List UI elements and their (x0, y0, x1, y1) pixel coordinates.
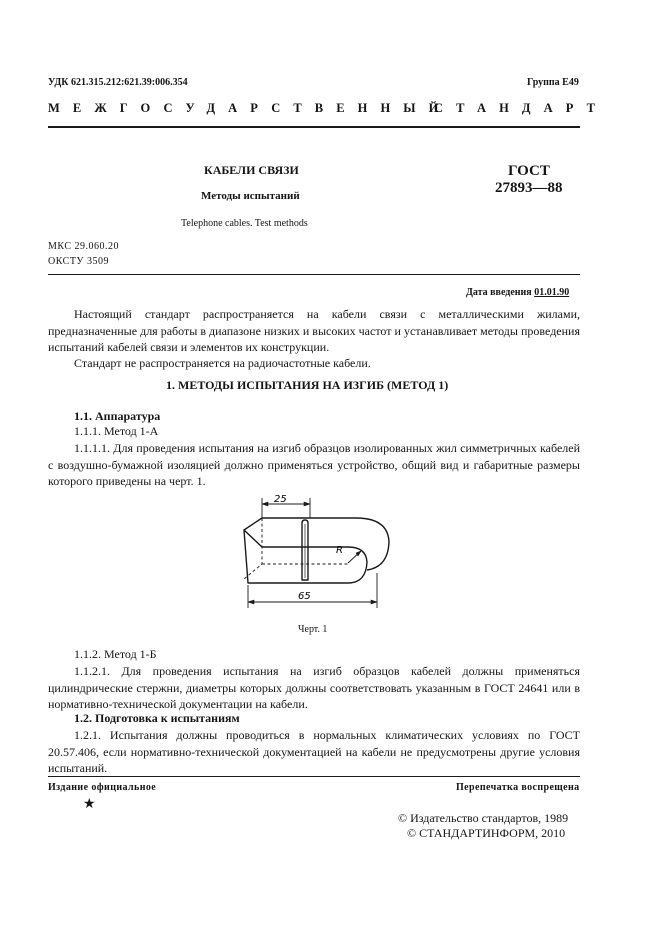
subsection-1-1: 1.1. Аппаратура (74, 409, 161, 423)
copyright-2010: © СТАНДАРТИНФОРМ, 2010 (407, 826, 566, 840)
intro-date (466, 287, 569, 298)
official-edition: Издание официальное (48, 782, 157, 793)
dimension-bottom-label: 65 (298, 591, 311, 602)
intro-date-label: Дата введения (466, 287, 532, 298)
paragraph-exclusion: Стандарт не распространяется на радиочастотные кабели. (74, 356, 371, 370)
reprint-notice: Перепечатка воспрещена (456, 782, 580, 793)
english-title: Telephone cables. Test methods (181, 218, 308, 229)
subsection-1-2: 1.2. Подготовка к испытаниям (74, 711, 240, 725)
radius-label: R (336, 545, 343, 556)
paragraph-1-1-1-1: 1.1.1.1. Для проведения испытания на изгиб образцов изолированных жил симметричных кабелей с воздушно-бумажной изоляцией должно применяться устройство, общий вид и габаритные размеры которого приведены на черт. 1. (48, 441, 580, 488)
figure-bending-device (236, 490, 396, 610)
mks-code: МКС 29.060.20 (48, 241, 119, 252)
section-heading-1: 1. МЕТОДЫ ИСПЫТАНИЯ НА ИЗГИБ (МЕТОД 1) (166, 378, 449, 392)
header-rule (48, 126, 580, 128)
gost-number: 27893—88 (495, 180, 563, 196)
paragraph-scope: Настоящий стандарт распространяется на кабели связи с металлическими жилами, предназначенные для работы в диапазоне низких и высоких частот и устанавливает методы проведения испытаний кабелей связи и элементов их конструкции. (48, 307, 580, 354)
gost-label: ГОСТ (508, 163, 550, 179)
intro-date-value: 01.01.90 (534, 287, 570, 298)
clause-1-1-2: 1.1.2. Метод 1-Б (74, 647, 157, 661)
classifier-rule (48, 274, 580, 275)
clause-1-1-1: 1.1.1. Метод 1-А (74, 424, 159, 438)
dimension-top-label: 25 (274, 494, 287, 505)
document-title: КАБЕЛИ СВЯЗИ (204, 163, 299, 177)
star-icon: ★ (83, 797, 96, 812)
figure-caption: Черт. 1 (298, 624, 328, 635)
footer-rule (48, 776, 580, 777)
interstate-label: МЕЖГОСУДАРСТВЕННЫЙ (48, 101, 452, 115)
copyright-1989: © Издательство стандартов, 1989 (398, 811, 569, 825)
standard-label: СТАНДАРТ (434, 101, 609, 115)
paragraph-1-2-1: 1.2.1. Испытания должны проводиться в нормальных климатических условиях по ГОСТ 20.57.406, если нормативно-технической документацией на кабели не предусмотрены другие условия испытаний. (48, 728, 580, 775)
okstu-code: ОКСТУ 3509 (48, 256, 110, 267)
udk-code: УДК 621.315.212:621.39:006.354 (48, 77, 188, 88)
group-code: Группа Е49 (527, 77, 579, 88)
paragraph-1-1-2-1: 1.1.2.1. Для проведения испытания на изгиб образцов кабелей должны применяться цилиндрические стержни, диаметры которых должны соответствовать указанным в ГОСТ 24641 или в нормативно-технической документации на кабели. (48, 664, 580, 711)
document-subtitle: Методы испытаний (201, 190, 300, 202)
